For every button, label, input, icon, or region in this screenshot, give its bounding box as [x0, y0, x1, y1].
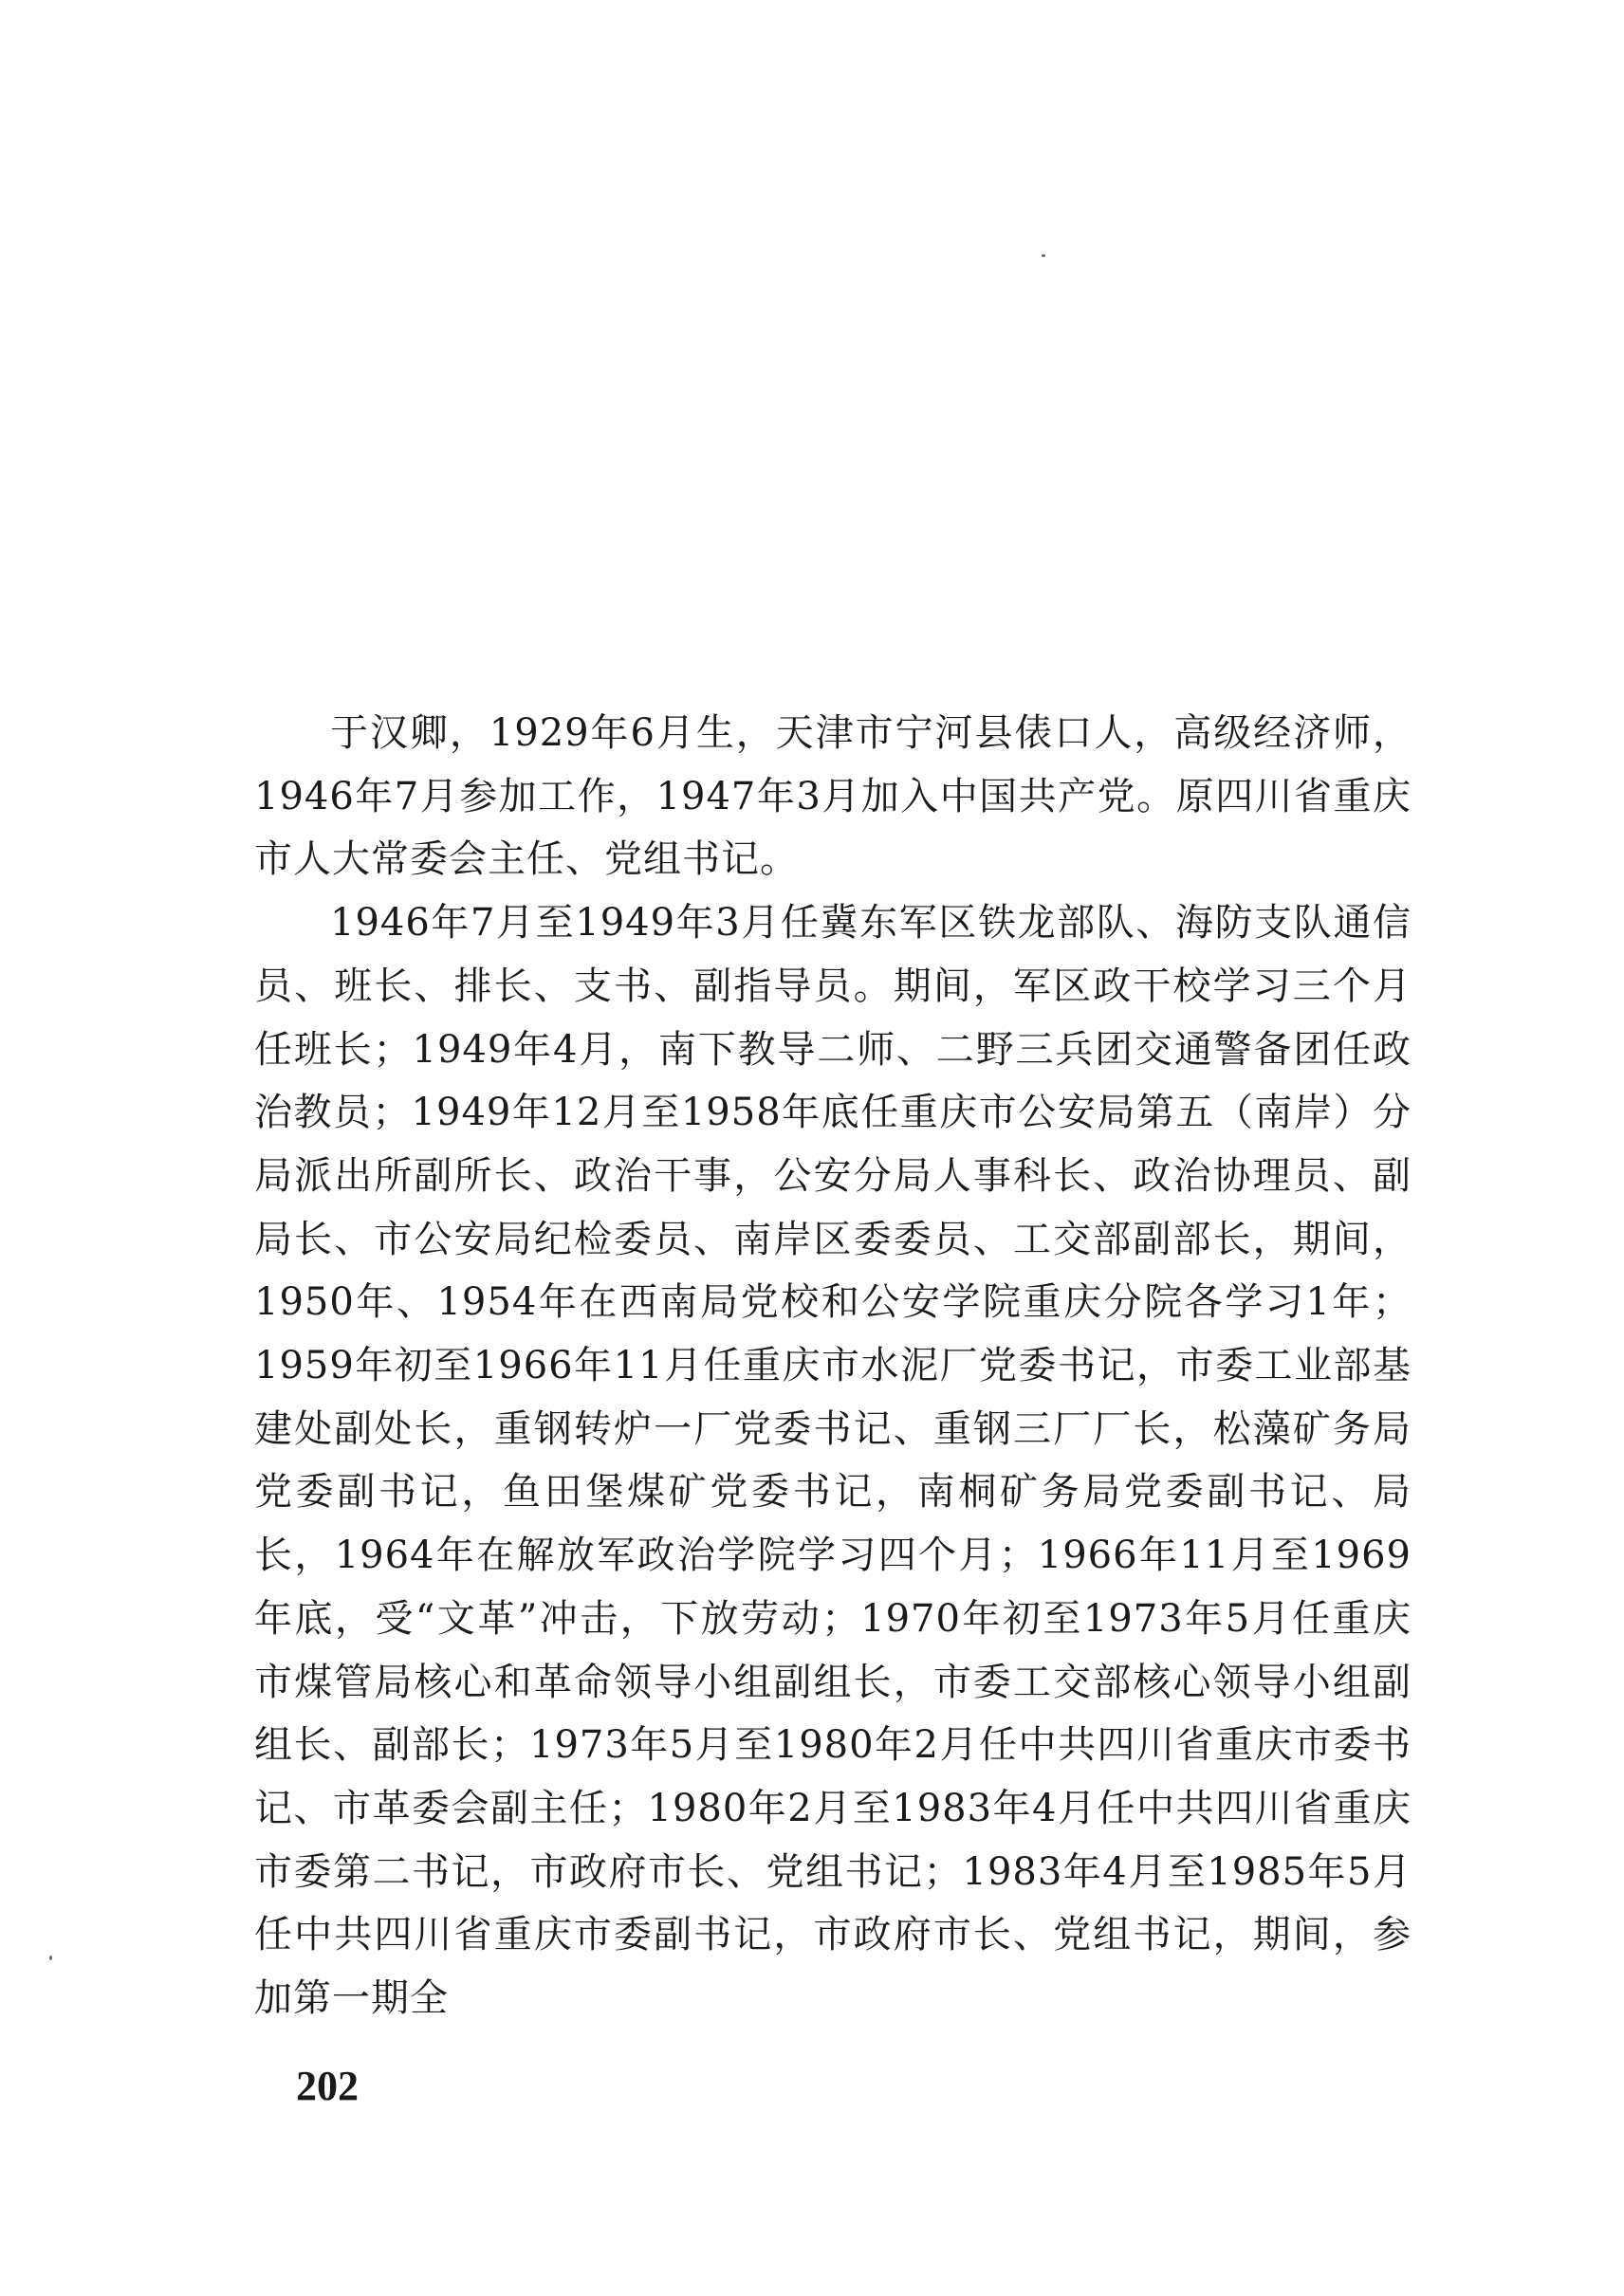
- page-number: 202: [296, 2063, 359, 2109]
- biography-text: [254, 702, 1412, 2030]
- paragraph-career: 1946年7月至1949年3月任冀东军区铁龙部队、海防支队通信员、班长、排长、支书、副指导员。期间，军区政干校学习三个月任班长；1949年4月，南下教导二师、二野三兵团交通警备团任政治教员；1949年12月至1958年底任重庆市公安局第五（南岸）分局派出所副所长、政治干事，公安分局人事科长、政治协理员、副局长、市公安局纪检委员、南岸区委委员、工交部副部长，期间，1950年、1954年在西南局党校和公安学院重庆分院各学习1年；1959年初至1966年11月任重庆市水泥厂党委书记，市委工业部基建处副处长，重钢转炉一厂党委书记、重钢三厂厂长，松藻矿务局党委副书记，鱼田堡煤矿党委书记，南桐矿务局党委副书记、局长，1964年在解放军政治学院学习四个月；1966年11月至1969年底，受“文革”冲击，下放劳动；1970年初至1973年5月任重庆市煤管局核心和革命领导小组副组长，市委工交部核心领导小组副组长、副部长；1973年5月至1980年2月任中共四川省重庆市委书记、市革委会副主任；1980年2月至1983年4月任中共四川省重庆市委第二书记，市政府市长、党组书记；1983年4月至1985年5月任中共四川省重庆市委副书记，市政府市长、党组书记，期间，参加第一期全: [254, 901, 1412, 2021]
- scan-speck: [1042, 254, 1045, 257]
- scan-speck: [49, 1956, 52, 1960]
- paragraph-intro: 于汉卿，1929年6月生，天津市宁河县俵口人，高级经济师，1946年7月参加工作，1947年3月加入中国共产党。原四川省重庆市人大常委会主任、党组书记。: [254, 711, 1412, 882]
